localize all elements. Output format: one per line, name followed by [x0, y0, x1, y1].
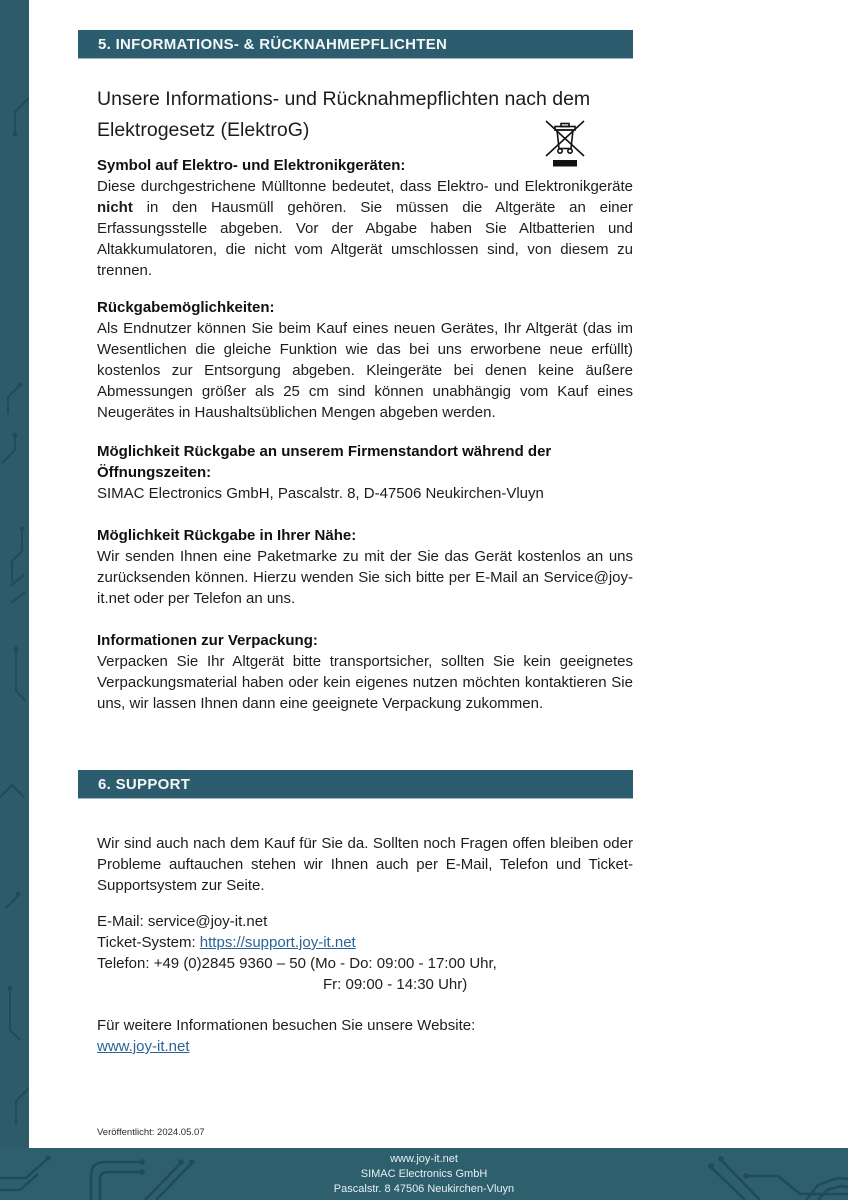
support-intro-section	[97, 833, 633, 896]
rueckgabe-paragraph: Als Endnutzer können Sie beim Kauf eines neuen Gerätes, Ihr Altgerät (das im Wesentlichen die gleiche Funktion wie das bei uns erworbene neue erfüllt) kostenlos zur Entsorgung abgeben. Kleingeräte bei denen keine äußere Abmessungen größer als 25 cm sind können unabhängig vom Kauf eines Neugerätes in Haushaltsüblichen Mengen abgeben werden.	[97, 320, 633, 421]
website-prompt: Für weitere Informationen besuchen Sie unsere Website:	[97, 1017, 476, 1034]
support-email-line: E-Mail: service@joy-it.net	[97, 913, 268, 930]
footer-company: SIMAC Electronics GmbH	[360, 1168, 488, 1180]
support-contact-section	[97, 911, 633, 995]
rueckgabe-heading: Rückgabemöglichkeiten:	[97, 299, 275, 316]
section-5-header-bar	[78, 30, 633, 59]
verpackung-section	[97, 630, 633, 714]
symbol-heading: Symbol auf Elektro- und Elektronikgeräten:	[97, 157, 406, 174]
support-phone-line-1: Telefon: +49 (0)2845 9360 – 50 (Mo - Do: 09:00 - 17:00 Uhr,	[97, 955, 497, 972]
page-title: Unsere Informations- und Rücknahmepflichten nach dem Elektrogesetz (ElektroG)	[97, 88, 591, 141]
firmenstandort-heading: Möglichkeit Rückgabe an unserem Firmenstandort während der Öffnungszeiten:	[97, 443, 552, 481]
footer-website: www.joy-it.net	[390, 1153, 458, 1165]
verpackung-heading: Informationen zur Verpackung:	[97, 632, 318, 649]
symbol-text-bold: nicht	[97, 199, 133, 216]
ticket-system-link[interactable]: https://support.joy-it.net	[199, 934, 356, 951]
published-date: Veröffentlicht: 2024.05.07	[97, 1127, 205, 1138]
website-section	[97, 1015, 633, 1057]
circuit-pattern-icon	[0, 0, 29, 1148]
naehe-paragraph: Wir senden Ihnen eine Paketmarke zu mit der Sie das Gerät kostenlos an uns zurücksenden können. Hierzu wenden Sie sich bitte per E-Mail an Service@​joy-it.net oder per Telefon an uns.	[97, 548, 633, 607]
section-6-title: 6. SUPPORT	[98, 776, 191, 793]
symbol-paragraph	[97, 176, 633, 281]
left-decor-band	[0, 0, 29, 1148]
naehe-heading: Möglichkeit Rückgabe in Ihrer Nähe:	[97, 527, 357, 544]
website-link[interactable]: www.joy-it.net	[97, 1038, 190, 1055]
symbol-text-post: in den Hausmüll gehören. Sie müssen die Altgeräte an einer Erfassungsstelle abgeben. Vor der Abgabe haben Sie Altbatterien und Altakkumulatoren, die nicht vom Altgerät umschlossen sind, von diesem zu trennen.	[97, 199, 633, 279]
rueckgabe-section	[97, 297, 633, 423]
naehe-section	[97, 525, 633, 609]
symbol-text-pre: Diese durchgestrichene Mülltonne bedeutet, dass Elektro- und Elektronikgeräte	[97, 178, 633, 195]
symbol-section	[97, 155, 633, 281]
footer-address: Pascalstr. 8 47506 Neukirchen-Vluyn	[333, 1183, 515, 1195]
firmenstandort-address: SIMAC Electronics GmbH, Pascalstr. 8, D-47506 Neukirchen-Vluyn	[97, 485, 544, 502]
section-5-title: 5. INFORMATIONS- & RÜCKNAHMEPFLICHTEN	[98, 36, 448, 53]
verpackung-paragraph: Verpacken Sie Ihr Altgerät bitte transportsicher, sollten Sie kein geeignetes Verpackungsmaterial haben oder kein eigenes nutzen möchten kontaktieren Sie uns, wir lassen Ihnen dann eine geeignete Verpackung zukommen.	[97, 653, 633, 712]
firmenstandort-section	[97, 441, 633, 504]
support-intro-paragraph: Wir sind auch nach dem Kauf für Sie da. Sollten noch Fragen offen bleiben oder Probleme auftauchen stehen wir Ihnen auch per E-Mail, Telefon und Ticket-Supportsystem zur Seite.	[97, 835, 633, 894]
support-ticket-line	[97, 932, 633, 953]
footer-text-block	[0, 1148, 848, 1197]
ticket-system-label: Ticket-System:	[97, 934, 200, 951]
support-phone-line-2: Fr: 09:00 - 14:30 Uhr)	[323, 976, 468, 993]
footer	[0, 1148, 848, 1200]
section-6-header-bar	[78, 770, 633, 799]
